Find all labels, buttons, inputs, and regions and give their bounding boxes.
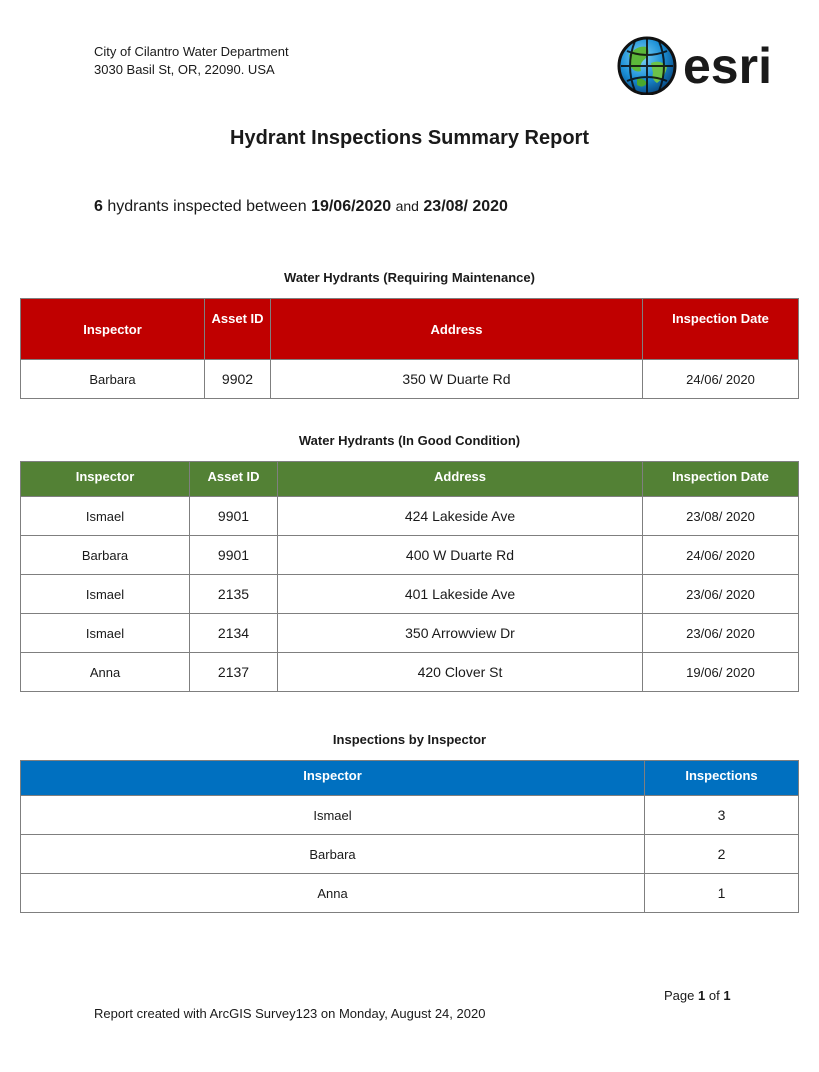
cell-address: 424 Lakeside Ave xyxy=(278,497,643,536)
inspections-by-inspector-table xyxy=(20,760,799,913)
cell-address: 350 W Duarte Rd xyxy=(271,360,643,399)
header-inspector: Inspector xyxy=(21,462,190,497)
table-header-row xyxy=(21,299,799,360)
esri-logo xyxy=(617,33,787,95)
cell-date: 19/06/ 2020 xyxy=(643,653,799,692)
globe-icon xyxy=(617,33,787,95)
and-word: and xyxy=(395,198,419,214)
cell-inspector: Ismael xyxy=(21,796,645,835)
summary-text: hydrants inspected between xyxy=(107,198,307,215)
header-address: Address xyxy=(278,462,643,497)
table-row xyxy=(21,796,799,835)
cell-count: 1 xyxy=(645,874,799,913)
cell-count: 2 xyxy=(645,835,799,874)
cell-inspector: Barbara xyxy=(21,536,190,575)
table-header-row xyxy=(21,462,799,497)
page-of: of xyxy=(708,988,720,1003)
org-name: City of Cilantro Water Department xyxy=(94,44,289,59)
report-title: Hydrant Inspections Summary Report xyxy=(230,127,589,149)
table-row xyxy=(21,653,799,692)
cell-date: 24/06/ 2020 xyxy=(643,536,799,575)
end-date: 23/08/ 2020 xyxy=(423,198,508,215)
header-inspection-date: Inspection Date xyxy=(643,299,799,360)
page-current: 1 xyxy=(698,988,706,1003)
cell-address: 401 Lakeside Ave xyxy=(278,575,643,614)
cell-inspector: Barbara xyxy=(21,360,205,399)
start-date: 19/06/2020 xyxy=(311,198,392,215)
header-inspector: Inspector xyxy=(21,299,205,360)
header-asset-id: Asset ID xyxy=(205,299,271,360)
page-total: 1 xyxy=(723,988,731,1003)
inspector-section-title: Inspections by Inspector xyxy=(332,732,487,747)
page-number xyxy=(664,988,731,1003)
cell-date: 23/08/ 2020 xyxy=(643,497,799,536)
cell-date: 24/06/ 2020 xyxy=(643,360,799,399)
cell-inspector: Barbara xyxy=(21,835,645,874)
cell-date: 23/06/ 2020 xyxy=(643,614,799,653)
table-row xyxy=(21,614,799,653)
header-inspector: Inspector xyxy=(21,761,645,796)
cell-asset-id: 9901 xyxy=(190,536,278,575)
cell-count: 3 xyxy=(645,796,799,835)
good-condition-table xyxy=(20,461,799,692)
hydrant-count: 6 xyxy=(94,198,103,215)
good-section-title: Water Hydrants (In Good Condition) xyxy=(298,433,521,448)
table-row xyxy=(21,874,799,913)
cell-asset-id: 2137 xyxy=(190,653,278,692)
report-summary xyxy=(94,198,508,216)
cell-address: 350 Arrowview Dr xyxy=(278,614,643,653)
cell-inspector: Ismael xyxy=(21,575,190,614)
table-row xyxy=(21,536,799,575)
cell-inspector: Anna xyxy=(21,653,190,692)
cell-date: 23/06/ 2020 xyxy=(643,575,799,614)
table-row xyxy=(21,497,799,536)
cell-asset-id: 9902 xyxy=(205,360,271,399)
cell-inspector: Anna xyxy=(21,874,645,913)
page-label: Page xyxy=(664,988,695,1003)
org-address: 3030 Basil St, OR, 22090. USA xyxy=(94,62,275,77)
maintenance-section-title: Water Hydrants (Requiring Maintenance) xyxy=(284,270,535,285)
cell-asset-id: 2134 xyxy=(190,614,278,653)
table-row xyxy=(21,835,799,874)
header-asset-id: Asset ID xyxy=(190,462,278,497)
header-inspection-date: Inspection Date xyxy=(643,462,799,497)
cell-asset-id: 2135 xyxy=(190,575,278,614)
header-inspections: Inspections xyxy=(645,761,799,796)
table-header-row xyxy=(21,761,799,796)
cell-address: 420 Clover St xyxy=(278,653,643,692)
maintenance-table xyxy=(20,298,799,399)
table-row xyxy=(21,575,799,614)
table-row xyxy=(21,360,799,399)
header-address: Address xyxy=(271,299,643,360)
cell-inspector: Ismael xyxy=(21,497,190,536)
org-info xyxy=(94,43,289,79)
cell-asset-id: 9901 xyxy=(190,497,278,536)
cell-inspector: Ismael xyxy=(21,614,190,653)
report-footer: Report created with ArcGIS Survey123 on Monday, August 24, 2020 xyxy=(94,1006,486,1021)
cell-address: 400 W Duarte Rd xyxy=(278,536,643,575)
svg-text:esri: esri xyxy=(683,38,772,94)
